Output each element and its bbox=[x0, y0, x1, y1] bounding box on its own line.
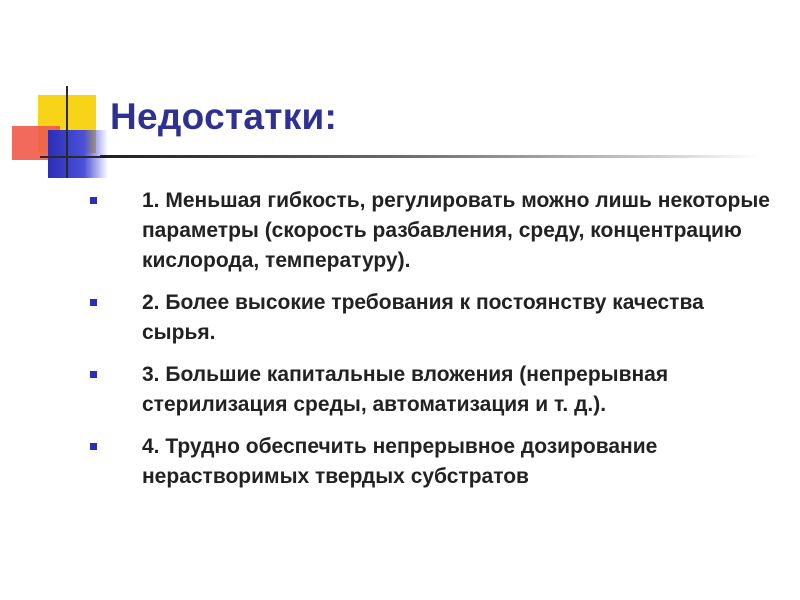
bullet-text: 4. Трудно обеспечить непрерывное дозирование нерастворимых твердых субстратов bbox=[142, 435, 658, 488]
bullet-list bbox=[90, 186, 780, 504]
square-bullet-icon bbox=[90, 299, 97, 306]
bullet-item bbox=[90, 432, 780, 492]
bullet-text: 3. Большие капитальные вложения (непрерывная стерилизация среды, автоматизация и т. д.). bbox=[142, 363, 669, 416]
slide-title: Недостатки: bbox=[110, 96, 338, 137]
blue-square-icon bbox=[48, 130, 108, 178]
bullet-text: 1. Меньшая гибкость, регулировать можно лишь некоторые параметры (скорость разбавления, среду, концентрацию кислорода, температуру). bbox=[142, 189, 770, 272]
square-bullet-icon bbox=[90, 371, 97, 378]
bullet-item bbox=[90, 288, 780, 348]
square-bullet-icon bbox=[90, 443, 97, 450]
title-underline bbox=[100, 155, 760, 158]
vertical-line-icon bbox=[66, 86, 68, 178]
square-bullet-icon bbox=[90, 197, 97, 204]
bullet-item bbox=[90, 186, 780, 276]
bullet-text: 2. Более высокие требования к постоянству качества сырья. bbox=[142, 291, 704, 344]
bullet-item bbox=[90, 360, 780, 420]
